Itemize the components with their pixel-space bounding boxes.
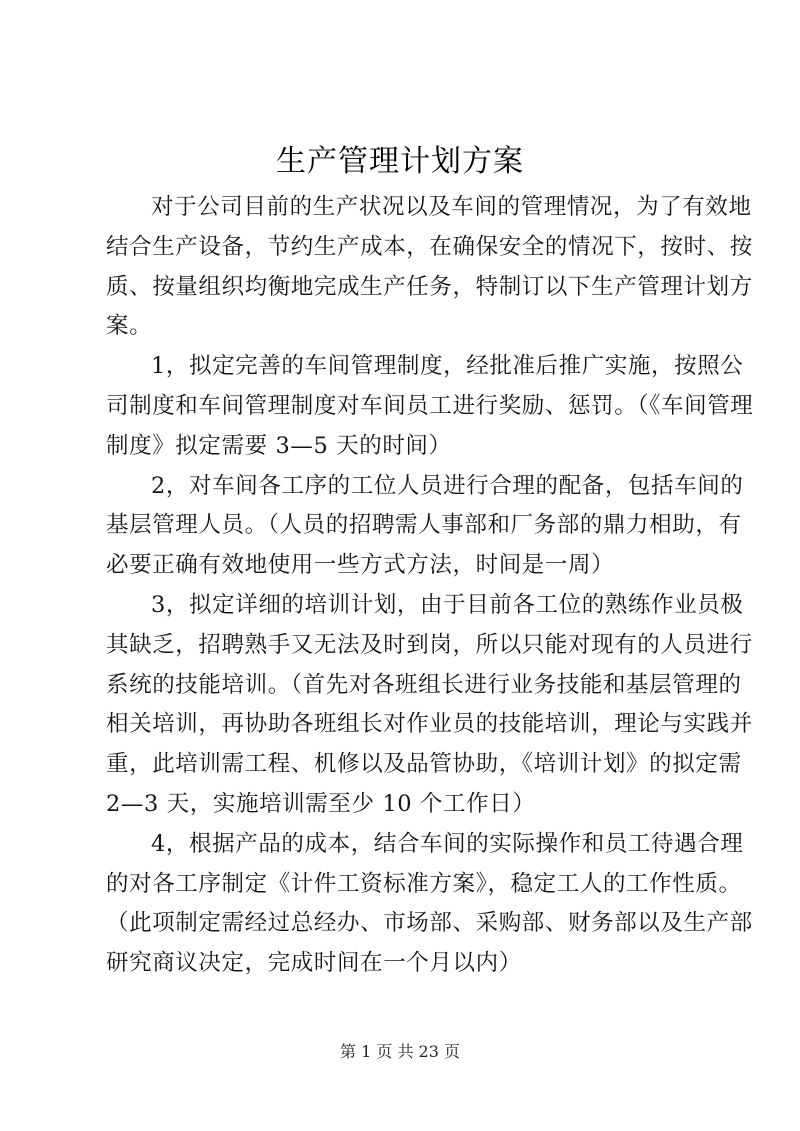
paragraph-line: 基层管理人员。（人员的招聘需人事部和厂务部的鼎力相助，有 (106, 512, 742, 539)
page-number-footer: 第 1 页 共 23 页 (340, 1042, 460, 1061)
paragraph-line: （此项制定需经过总经办、市场部、采购部、财务部以及生产部 (106, 910, 753, 937)
paragraph-line: 其缺乏，招聘熟手又无法及时到岗，所以只能对现有的人员进行 (106, 631, 753, 658)
paragraph-line: 结合生产设备，节约生产成本，在确保安全的情况下，按时、按 (106, 233, 753, 260)
paragraph-line: 案。 (106, 313, 153, 340)
document-title: 生产管理计划方案 (276, 144, 524, 179)
paragraph-line: 制度》拟定需要 3—5 天的时间） (106, 432, 452, 459)
paragraph-line: 2，对车间各工序的工位人员进行合理的配备，包括车间的 (151, 472, 744, 499)
paragraph-line: 研究商议决定，完成时间在一个月以内） (106, 950, 522, 977)
paragraph-line: 必要正确有效地使用一些方式方法，时间是一周） (106, 552, 615, 579)
paragraph-line: 2—3 天，实施培训需至少 10 个工作日） (106, 790, 536, 817)
document-body (106, 188, 754, 984)
paragraph-line: 对于公司目前的生产状况以及车间的管理情况，为了有效地 (151, 194, 752, 220)
paragraph-line: 系统的技能培训。（首先对各班组长进行业务技能和基层管理的 (106, 671, 742, 698)
paragraph-line: 3，拟定详细的培训计划，由于目前各工位的熟练作业员极 (151, 591, 744, 618)
paragraph-line: 4，根据产品的成本，结合车间的实际操作和员工待遇合理 (151, 830, 744, 857)
paragraph-line: 相关培训，再协助各班组长对作业员的技能培训，理论与实践并 (106, 711, 753, 738)
paragraph-line: 1，拟定完善的车间管理制度，经批准后推广实施，按照公 (151, 353, 744, 380)
paragraph-line: 的对各工序制定《计件工资标准方案》，稳定工人的工作性质。 (106, 870, 742, 897)
paragraph-line: 司制度和车间管理制度对车间员工进行奖励、惩罚。（《车间管理 (106, 392, 754, 419)
paragraph-line: 重，此培训需工程、机修以及品管协助，《培训计划》的拟定需 (106, 751, 742, 778)
paragraph-line: 质、按量组织均衡地完成生产任务，特制订以下生产管理计划方 (106, 273, 753, 300)
